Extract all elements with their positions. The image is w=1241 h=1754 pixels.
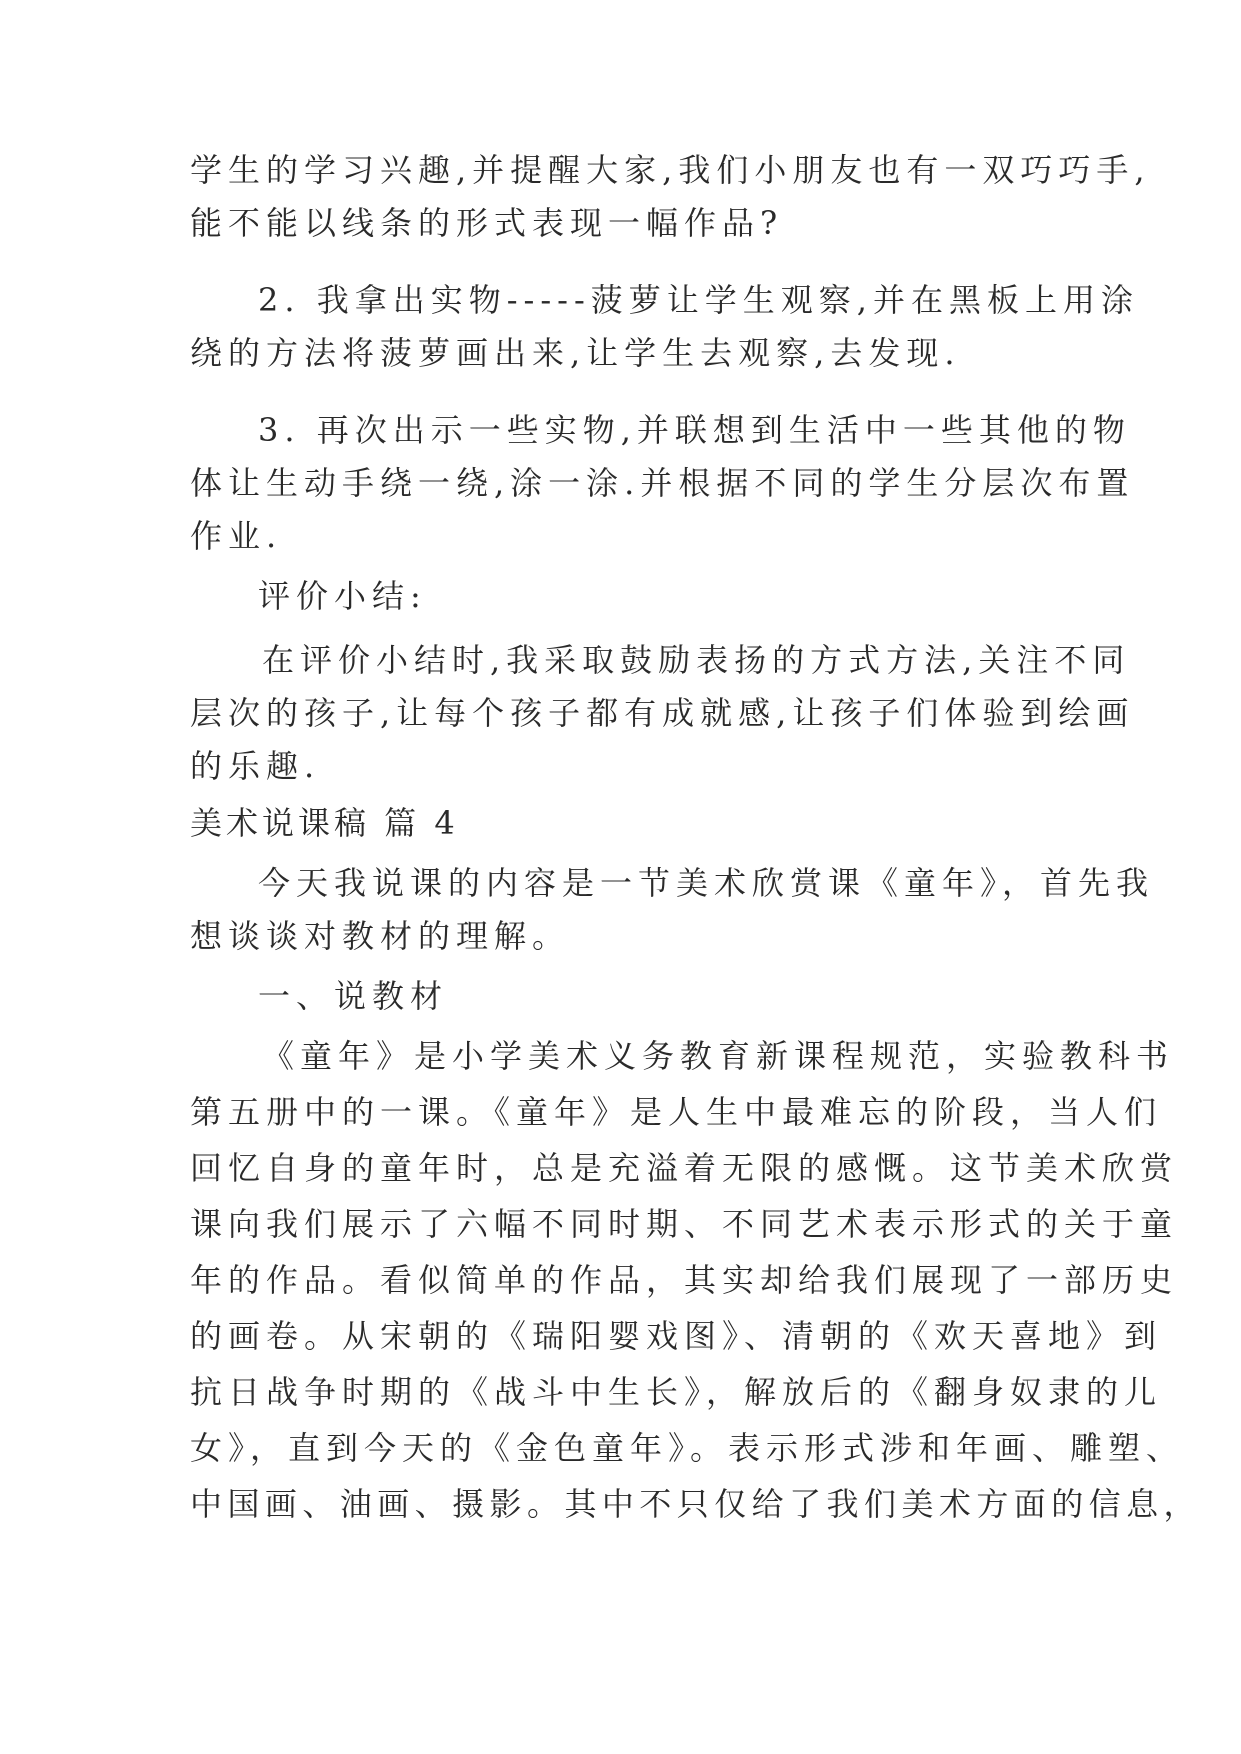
paragraph-line: 作业. (190, 517, 283, 555)
paragraph-line: 层次的孩子,让每个孩子都有成就感,让孩子们体验到绘画 (190, 694, 1135, 732)
paragraph-line: 中国画、油画、摄影。其中不只仅给了我们美术方面的信息， (190, 1485, 1202, 1523)
paragraph-line: 绕的方法将菠萝画出来,让学生去观察,去发现. (190, 334, 961, 372)
paragraph-line: 女》，直到今天的《金色童年》。表示形式涉和年画、雕塑、 (190, 1429, 1185, 1467)
list-item-2: 2. 我拿出实物-----菠萝让学生观察,并在黑板上用涂 (258, 281, 1139, 319)
paragraph-line: 想谈谈对教材的理解。 (190, 917, 571, 955)
section-label-evaluation: 评价小结: (258, 577, 427, 615)
paragraph-line: 学生的学习兴趣,并提醒大家,我们小朋友也有一双巧巧手, (190, 151, 1151, 189)
subsection-heading: 一、说教材 (258, 977, 449, 1015)
section-heading: 美术说课稿 篇 4 (190, 804, 459, 842)
paragraph-line: 抗日战争时期的《战斗中生长》，解放后的《翻身奴隶的儿 (190, 1373, 1163, 1411)
paragraph-line: 能不能以线条的形式表现一幅作品? (190, 204, 784, 242)
paragraph-line: 的乐趣. (190, 747, 321, 785)
paragraph-line: 回忆自身的童年时，总是充溢着无限的感慨。这节美术欣赏 (190, 1149, 1179, 1187)
paragraph-line: 的画卷。从宋朝的《瑞阳婴戏图》、清朝的《欢天喜地》到 (190, 1317, 1163, 1355)
paragraph-line: 第五册中的一课。《童年》是人生中最难忘的阶段，当人们 (190, 1093, 1163, 1131)
paragraph-line: 年的作品。看似简单的作品，其实却给我们展现了一部历史 (190, 1261, 1179, 1299)
paragraph-line: 在评价小结时,我采取鼓励表扬的方式方法,关注不同 (262, 641, 1131, 679)
paragraph-line: 体让生动手绕一绕,涂一涂.并根据不同的学生分层次布置 (190, 464, 1135, 502)
paragraph-line: 《童年》是小学美术义务教育新课程规范，实验教科书 (262, 1037, 1175, 1075)
paragraph-line: 课向我们展示了六幅不同时期、不同艺术表示形式的关于童 (190, 1205, 1179, 1243)
list-item-3: 3. 再次出示一些实物,并联想到生活中一些其他的物 (258, 411, 1131, 449)
paragraph-line: 今天我说课的内容是一节美术欣赏课《童年》，首先我 (258, 864, 1155, 902)
